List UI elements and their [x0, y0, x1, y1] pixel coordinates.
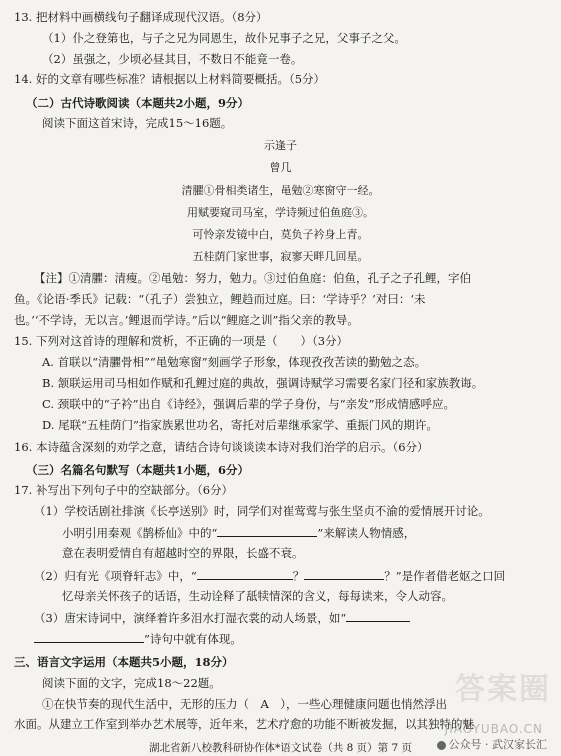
poem-verse-1: 清臞①骨相类诸生，黾勉②寒窗守一经。 — [181, 184, 380, 197]
q17-item-2-line-2: 忆母亲关怀孩子的话语，生动诠释了舐犊情深的含义，每每读来，令人动容。 — [62, 589, 453, 603]
poem-title: 示逢子 — [264, 139, 297, 152]
q17-item-2-line-1: （2）归有光《项脊轩志》中，“ ？ ？”是作者借老妪之口回 — [34, 569, 506, 583]
q13-stem: 13. 把材料中画横线句子翻译成现代汉语。（8分） — [14, 10, 268, 24]
q17-item-3-line-1: （3）唐宋诗词中，演绎着许多泪水打湿衣裳的动人场景，如“ — [34, 610, 410, 626]
q17-item-3-line-2: ”诗句中就有体现。 — [34, 631, 242, 647]
q17-blank-3[interactable] — [304, 568, 384, 580]
q15-option-a: A. 首联以“清臞骨相”“黾勉寒窗”刻画学子形象，体现孜孜苦读的勤勉之态。 — [42, 355, 427, 369]
q17-item-1-line-2: 小明引用秦观《鹊桥仙》中的“ ”来解读人物情感， — [62, 526, 416, 540]
poem-verse-3: 可怜亲发镜中白，莫负子衿身上青。 — [192, 228, 369, 241]
poetry-intro: 阅读下面这首宋诗，完成15～16题。 — [42, 116, 233, 130]
poem-note-line-3: 也。’‘不学诗，无以言。’鲤退而学诗。”后以“鲤庭之训”指父亲的教导。 — [14, 313, 359, 327]
q17-blank-1[interactable] — [217, 525, 317, 537]
q15-option-b: B. 颔联运用司马相如作赋和孔鲤过庭的典故，强调诗赋学习需要名家门径和家族教诲。 — [42, 376, 484, 390]
q14-stem: 14. 好的文章有哪些标准？请根据以上材料简要概括。（5分） — [14, 72, 326, 86]
q17-item-1-line-3: 意在表明爱情自有超越时空的界限，长盛不衰。 — [62, 546, 304, 560]
q17-stem: 17. 补写出下列句子中的空缺部分。（6分） — [14, 483, 234, 497]
section-poetry-heading: （二）古代诗歌阅读（本题共2小题，9分） — [26, 96, 250, 110]
q13-sentence-2: （2）虽强之，少顷必昼其目，不数日不能竟一卷。 — [42, 52, 303, 66]
q17-blank-2[interactable] — [197, 568, 293, 580]
q17-blank-5[interactable] — [34, 631, 144, 643]
poem-author: 曾几 — [269, 161, 292, 174]
section-language-heading: 三、语言文字运用（本题共5小题，18分） — [14, 655, 234, 669]
watermark-site: JIAOYUBAO.CN — [444, 722, 543, 736]
q13-sentence-1: （1）仆之登第也，与子之兄为同恩生，故仆兄事子之兄，父事子之父。 — [42, 31, 406, 45]
q15-option-d: D. 尾联“五桂荫门”指家族累世功名，寄托对后辈继承家学、重振门风的期许。 — [42, 418, 438, 432]
poem-note-line-1: 【注】①清臞：清瘦。②黾勉：努力，勉力。③过伯鱼庭：伯鱼，孔子之子孔鲤，字伯 — [34, 271, 471, 285]
poem-verse-4: 五桂荫门家世事，寂寥天畔几回星。 — [192, 250, 369, 263]
q15-option-c: C. 颈联中的“子衿”出自《诗经》，强调后辈的学子身份，与“亲发”形成情感呼应。 — [42, 397, 455, 411]
section-recitation-heading: （三）名篇名句默写（本题共1小题，6分） — [26, 463, 250, 477]
language-intro: 阅读下面的文字，完成18～22题。 — [42, 676, 221, 690]
watermark-account: 公众号 · 武汉家长汇 — [437, 736, 548, 752]
poem-note-line-2: 鱼。《论语·季氏》记载：“（孔子）尝独立，鲤趋而过庭。曰：‘学诗乎？’对曰：‘未 — [14, 292, 426, 306]
passage-para-1-line-1: ①在快节奏的现代生活中，无形的压力（ A ），一些心理健康问题也悄然浮出 — [42, 697, 448, 711]
watermark-logo: 答案圈 — [455, 672, 551, 707]
q16-stem: 16. 本诗蕴含深刻的劝学之意，请结合诗句谈谈读本诗对我们治学的启示。（6分） — [14, 440, 429, 454]
wechat-icon — [437, 741, 446, 750]
q17-blank-4[interactable] — [346, 610, 410, 622]
blank-a-label: A — [260, 697, 269, 711]
q15-stem: 15. 下列对这首诗的理解和赏析，不正确的一项是（ ）（3分） — [14, 334, 349, 348]
page-footer: 湖北省新八校教科研协作体*语文试卷（共 8 页）第 7 页 — [149, 742, 412, 754]
q17-item-1-line-1: （1）学校话剧社排演《长亭送别》时，同学们对崔莺莺与张生坚贞不渝的爱情展开讨论。 — [34, 504, 490, 518]
passage-para-1-line-2: 水面。从建立工作室到举办艺术展等，近年来，艺术疗愈的功能不断被发掘，以其独特的魅 — [14, 717, 474, 731]
poem-verse-2: 用赋要窥司马室，学诗频过伯鱼庭③。 — [187, 206, 374, 219]
